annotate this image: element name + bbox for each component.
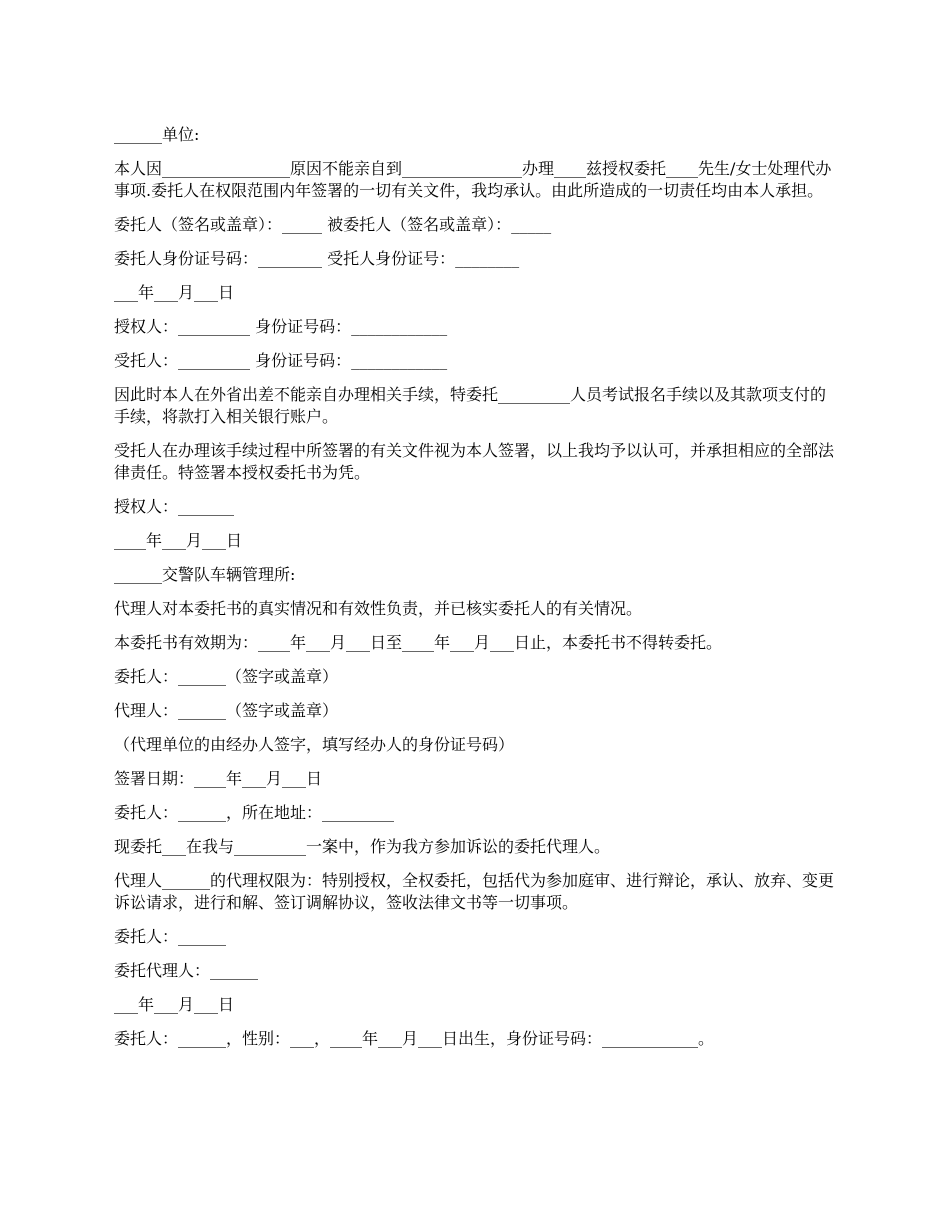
paragraph-date: ____年___月___日 [114, 531, 243, 550]
paragraph-id-numbers: 委托人身份证号码：________ 受托人身份证号：________ [114, 249, 520, 268]
paragraph-agent-unit-note: （代理单位的由经办人签字，填写经办人的身份证号码） [114, 735, 515, 754]
paragraph-authorization-statement: 本人因________________原因不能亲自到_______________办理____兹授权委托____先生/女士处理代办事项.委托人在权限范围内年签署的一切有关文件，我均承认。由此所造成的一切责任均由本人承担。 [114, 159, 832, 200]
paragraph-signing-date: 签署日期：____年___月___日 [114, 769, 323, 788]
paragraph-grantee-id: 受托人：_________ 身份证号码：____________ [114, 351, 448, 370]
paragraph-agent-authority: 代理人______的代理权限为：特别授权，全权委托，包括代为参加庭审、进行辩论，承认、放弃、变更诉讼请求，进行和解、签订调解协议，签收法律文书等一切事项。 [114, 871, 835, 912]
paragraph-agent-responsibility: 代理人对本委托书的真实情况和有效性负责，并已核实委托人的有关情况。 [114, 599, 643, 618]
paragraph-grantor-id: 授权人：_________ 身份证号码：____________ [114, 317, 448, 336]
paragraph-legal-responsibility: 受托人在办理该手续过程中所签署的有关文件视为本人签署，以上我均予以认可，并承担相应的全部法律责任。特签署本授权委托书为凭。 [114, 441, 835, 482]
paragraph-litigation-delegation: 现委托___在我与_________一案中，作为我方参加诉讼的委托代理人。 [114, 837, 611, 856]
paragraph-traffic-office-header: ______交警队车辆管理所: [114, 565, 296, 584]
paragraph-principal-address: 委托人：______，所在地址：_________ [114, 803, 395, 822]
paragraph-principal-sign: 委托人：______（签字或盖章） [114, 667, 339, 686]
paragraph-principal-signatures: 委托人（签名或盖章）：_____ 被委托人（签名或盖章）：_____ [114, 215, 552, 234]
paragraph-principal: 委托人：______ [114, 927, 227, 946]
paragraph-unit-header: ______单位: [114, 125, 200, 144]
paragraph-principal-details: 委托人：______，性别：___，____年___月___日出生，身份证号码：____________。 [114, 1029, 715, 1048]
paragraph-entrusted-agent: 委托代理人：______ [114, 961, 259, 980]
paragraph-grantor-signature: 授权人：_______ [114, 497, 235, 516]
paragraph-validity-period: 本委托书有效期为：____年___月___日至____年___月___日止，本委托书不得转委托。 [114, 633, 723, 652]
paragraph-agent-sign: 代理人：______（签字或盖章） [114, 701, 339, 720]
paragraph-date: ___年___月___日 [114, 995, 235, 1014]
paragraph-travel-delegation: 因此时本人在外省出差不能亲自办理相关手续，特委托_________人员考试报名手续以及其款项支付的手续，将款打入相关银行账户。 [114, 385, 827, 426]
document-body [114, 124, 838, 1062]
paragraph-date: ___年___月___日 [114, 283, 235, 302]
